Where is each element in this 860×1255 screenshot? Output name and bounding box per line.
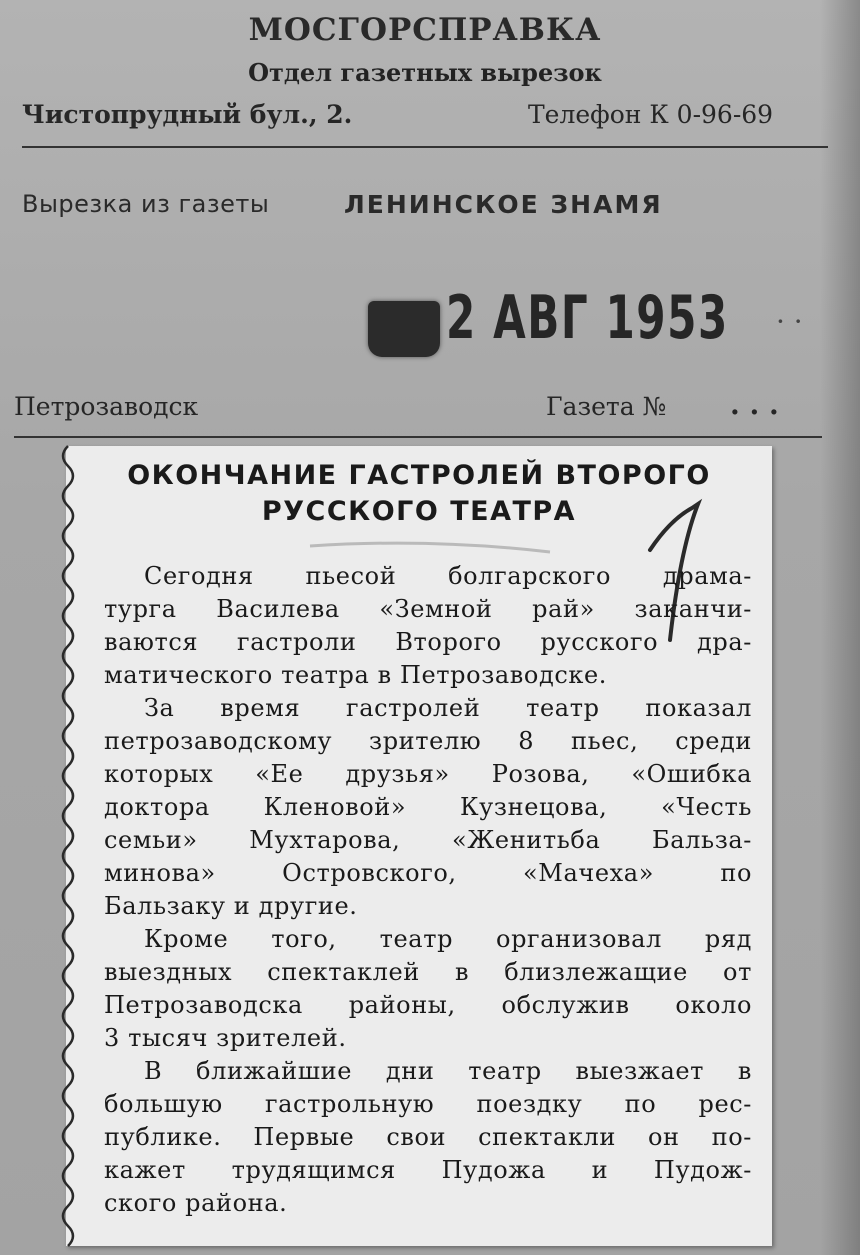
card-shadow-edge [820,0,860,1255]
date-stamp-text: 2 АВГ 1953 [446,283,729,353]
smudge-mark [300,536,560,558]
article-line: В ближайшие дни театр выезжает в [144,1057,752,1085]
agency-phone: Телефон К 0-96-69 [528,100,774,129]
headline-line-1: ОКОНЧАНИЕ ГАСТРОЛЕЙ ВТОРОГО [127,460,711,491]
article-line: Кроме того, театр организовал ряд [144,925,752,953]
article-line: петрозаводскому зрителю 8 пьес, среди [104,727,752,755]
article-line: выездных спектаклей в близлежащие от [104,958,752,986]
stamp-ink-block [368,301,440,357]
article-line: кажет трудящимся Пудожа и Пудож- [104,1156,752,1184]
date-stamp [368,283,808,383]
article-line: турга Василева «Земной рай» заканчи- [104,595,752,623]
info-divider [14,436,822,438]
headline-line-2: РУССКОГО ТЕАТРА [261,496,577,527]
agency-address: Чистопрудный бул., 2. [22,100,353,129]
article-line: большую гастрольную поездку по рес- [104,1090,752,1118]
article-line: Петрозаводска районы, обслужив около [104,991,752,1019]
article-line: публике. Первые свои спектакли он по- [104,1123,752,1151]
article-line: Сегодня пьесой болгарского драма- [144,562,752,590]
article-line: ваются гастроли Второго русского дра- [104,628,752,656]
issue-number-label: Газета № [546,392,667,421]
article-line: семьи» Мухтарова, «Женитьба Бальза- [104,826,752,854]
article-line: ского района. [104,1189,288,1217]
article-line: Бальзаку и другие. [104,892,358,920]
city-label: Петрозаводск [14,392,199,421]
article-line: минова» Островского, «Мачеха» по [104,859,752,887]
issue-number-dots: . . . [730,388,779,421]
article-line: доктора Кленовой» Кузнецова, «Честь [104,793,752,821]
clipping-from-label: Вырезка из газеты [22,190,270,218]
article-line: За время гастролей театр показал [144,694,752,722]
article-body [104,560,752,1220]
header-divider [22,146,828,148]
agency-title: МОСГОРСПРАВКА [248,12,602,48]
article-line: которых «Ее друзья» Розова, «Ошибка [104,760,752,788]
stamp-dots: · · [776,305,803,338]
article-line: 3 тысяч зрителей. [104,1024,347,1052]
torn-edge-icon [58,446,78,1246]
article-line: матического театра в Петрозаводске. [104,661,608,689]
department-subtitle: Отдел газетных вырезок [248,58,602,87]
newspaper-name: ЛЕНИНСКОЕ ЗНАМЯ [344,190,663,219]
